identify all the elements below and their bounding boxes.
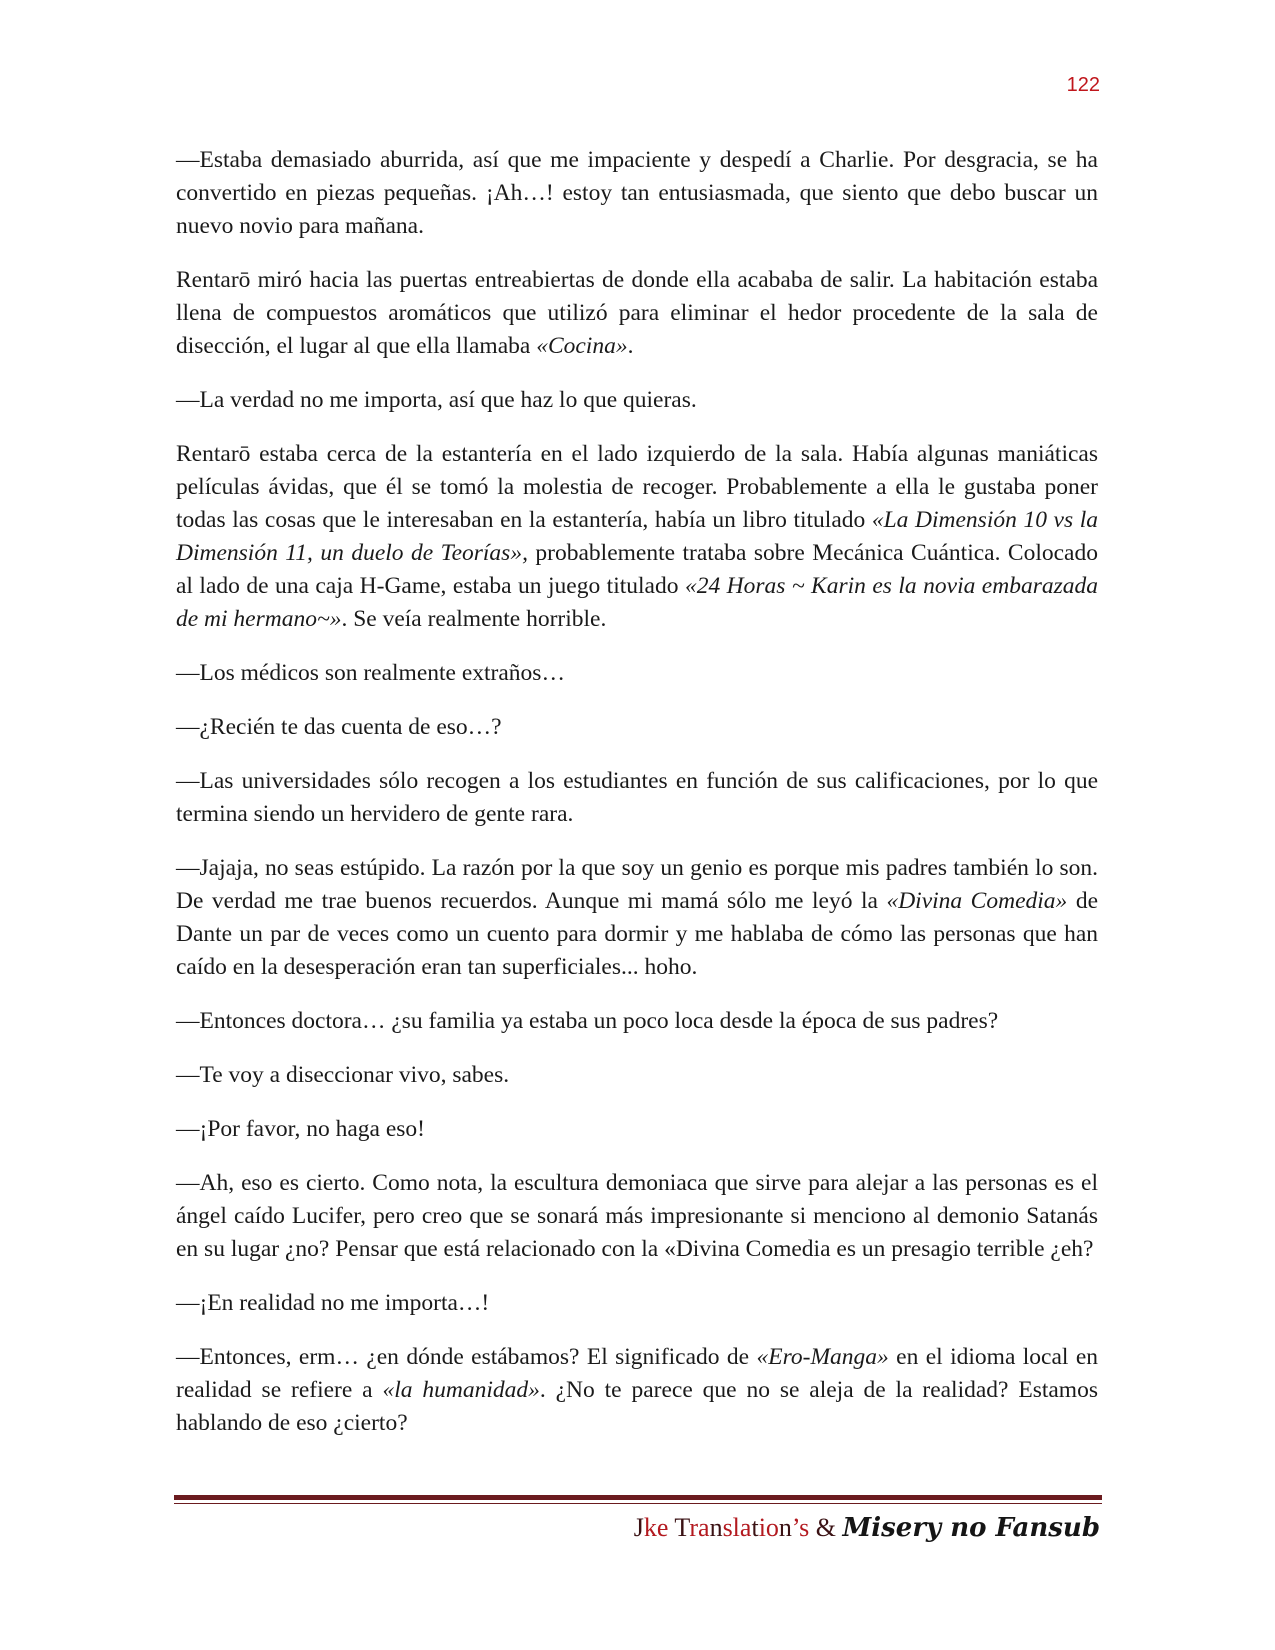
text-run: en el idioma local en realidad se refiere a [176, 1344, 1098, 1403]
text-run: . ¿No te parece que no se aleja de la realidad? Estamos hablando de eso ¿cierto? [176, 1377, 1098, 1436]
text-run: —¡Por favor, no haga eso! [176, 1116, 425, 1142]
footer-credit [560, 1508, 1100, 1548]
italic-title-run: «la humanidad» [382, 1377, 540, 1403]
footer-translator-name: t [751, 1513, 759, 1542]
text-run: —Jajaja, no seas estúpido. La razón por la que soy un genio es porque mis padres también lo son. De verdad me trae buenos recuerdos. Aunque mi mamá sólo me leyó la [176, 855, 1098, 914]
text-run: —Estaba demasiado aburrida, así que me impaciente y despedí a Charlie. Por desgracia, se ha convertido en piezas pequeñas. ¡Ah…! estoy tan entusiasmada, que siento que debo buscar un nuevo novio para mañana. [176, 147, 1098, 239]
footer-translator-name: ’s [791, 1513, 810, 1542]
paragraph [176, 1005, 1098, 1038]
text-run: —¡En realidad no me importa…! [176, 1290, 490, 1316]
paragraph [176, 852, 1098, 984]
footer-translator-name: & [809, 1513, 843, 1542]
paragraph [176, 264, 1098, 363]
italic-title-run: «Cocina» [536, 333, 628, 359]
footer-translator-name: J [633, 1513, 644, 1542]
paragraph [176, 657, 1098, 690]
footer-translator-name: io [758, 1513, 779, 1542]
footer-translator-name: n [778, 1513, 792, 1542]
text-run: . Se veía realmente horrible. [341, 606, 607, 632]
text-run: Rentarō estaba cerca de la estantería en el lado izquierdo de la sala. Había algunas maniáticas películas ávidas, que él se tomó la molestia de recoger. Probablemente a ella le gustaba poner todas las cosas que le interesaban en la estantería, había un libro titulado [176, 441, 1098, 533]
paragraph [176, 384, 1098, 417]
text-run: Rentarō miró hacia las puertas entreabiertas de donde ella acababa de salir. La habitación estaba llena de compuestos aromáticos que utilizó para eliminar el hedor procedente de la sala de disección, el lugar al que ella llamaba [176, 267, 1098, 359]
text-run: —Te voy a diseccionar vivo, sabes. [176, 1062, 510, 1088]
body-text [176, 144, 1098, 1461]
footer-translator-name: ke [643, 1513, 675, 1542]
text-run: probablemente trataba sobre Mecánica Cuántica. Colocado al lado de una caja H-Game, estaba un juego titulado [176, 540, 1098, 599]
page-number: 122 [1066, 74, 1100, 96]
footer-fansub-name: Misery no Fansub [842, 1513, 1100, 1543]
footer-rule-thick [174, 1495, 1102, 1500]
paragraph [176, 765, 1098, 831]
text-run: —Entonces doctora… ¿su familia ya estaba un poco loca desde la época de sus padres? [176, 1008, 999, 1034]
text-run: —Entonces, erm… ¿en dónde estábamos? El significado de [176, 1344, 757, 1370]
footer-translator-name: ra [689, 1513, 710, 1542]
footer-translator-name: T [674, 1513, 690, 1542]
text-run: de Dante un par de veces como un cuento para dormir y me hablaba de cómo las personas que han caído en la desesperación eran tan superficiales... hoho. [176, 888, 1098, 980]
footer-rule-thin [174, 1503, 1102, 1504]
text-run: —Las universidades sólo recogen a los estudiantes en función de sus calificaciones, por lo que termina siendo un hervidero de gente rara. [176, 768, 1098, 827]
text-run: —La verdad no me importa, así que haz lo que quieras. [176, 387, 697, 413]
text-run: —Los médicos son realmente extraños… [176, 660, 565, 686]
italic-title-run: «Divina Comedia» [886, 888, 1068, 914]
paragraph [176, 711, 1098, 744]
paragraph [176, 144, 1098, 243]
footer-translator-name: n [709, 1513, 723, 1542]
italic-title-run: «24 Horas ~ Karin es la novia embarazada de mi hermano~» [176, 573, 1098, 632]
paragraph [176, 1059, 1098, 1092]
paragraph [176, 1287, 1098, 1320]
text-run: —Ah, eso es cierto. Como nota, la escultura demoniaca que sirve para alejar a las personas es el ángel caído Lucifer, pero creo que se sonará más impresionante si menciono al demonio Satanás en su lugar ¿no? Pensar que está relacionado con la «Divina Comedia es un presagio terrible ¿eh? [176, 1170, 1098, 1262]
paragraph [176, 1113, 1098, 1146]
text-run: . [627, 333, 634, 359]
footer-translator-name: sla [722, 1513, 752, 1542]
paragraph [176, 1341, 1098, 1440]
text-run: —¿Recién te das cuenta de eso…? [176, 714, 502, 740]
italic-title-run: «Ero-Manga» [756, 1344, 889, 1370]
paragraph [176, 1167, 1098, 1266]
italic-title-run: «La Dimensión 10 vs la Dimensión 11, un duelo de Teorías», [176, 507, 1098, 566]
paragraph [176, 438, 1098, 636]
